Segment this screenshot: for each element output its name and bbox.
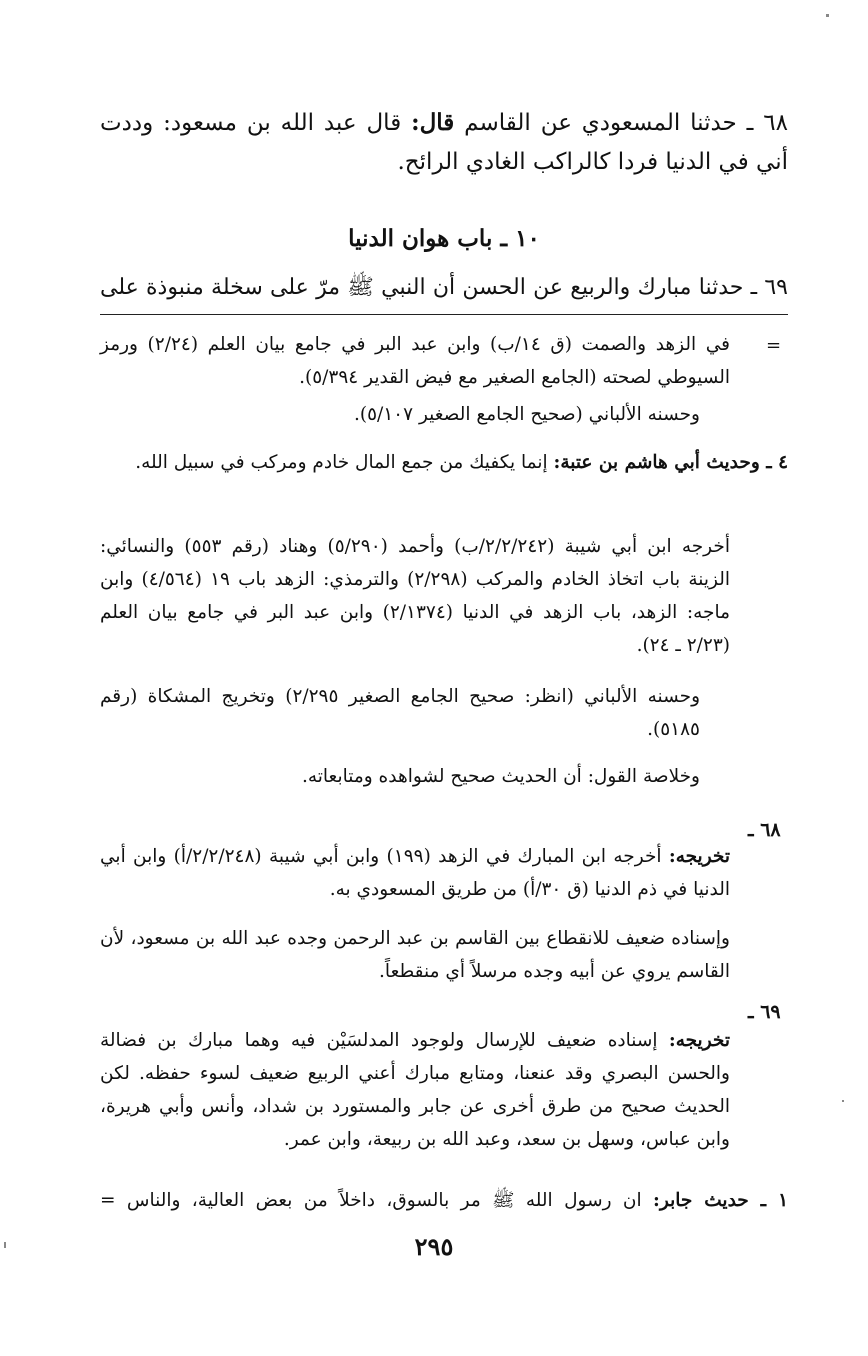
hadith-4 <box>100 446 788 479</box>
scan-mark <box>826 14 829 17</box>
hadith-68 <box>100 103 788 182</box>
footnote-paragraph: وحسنه الألباني (صحيح الجامع الصغير ٥/١٠٧). <box>353 404 700 425</box>
footnote-paragraph: وخلاصة القول: أن الحديث صحيح لشواهده ومتابعاته. <box>301 766 700 787</box>
scan-mark <box>4 1242 6 1248</box>
hadith-69 <box>100 268 788 307</box>
note-69-marker: ٦٩ ـ <box>748 1001 781 1023</box>
page-number: ٢٩٥ <box>414 1232 454 1261</box>
note-68-paragraph: وإسناده ضعيف للانقطاع بين القاسم بن عبد الرحمن وجده عبد الله بن مسعود، لأن القاسم يروي عن أبيه وجده مرسلاً أي منقطعاً. <box>100 928 730 982</box>
hadith-1 <box>100 1184 788 1217</box>
note-68-text: أخرجه ابن المبارك في الزهد (١٩٩) وابن أبي شيبة (٢/٢/٢٤٨/أ) وابن أبي الدنيا في ذم الدنيا (ق ٣٠/أ) من طريق المسعودي به. <box>100 846 730 900</box>
chapter-heading: ١٠ ـ باب هوان الدنيا <box>348 225 540 252</box>
note-68-lead: تخريجه: <box>668 846 730 867</box>
footnote-paragraph: وحسنه الألباني (انظر: صحيح الجامع الصغير ٢/٢٩٥) وتخريج المشكاة (رقم ٥١٨٥). <box>100 686 701 740</box>
hadith-68-text: قال عبد الله بن مسعود: وددت أني في الدنيا فردا كالراكب الغادي الرائح. <box>100 110 788 175</box>
note-69-text: إسناده ضعيف للإرسال ولوجود المدلسَيْن فيه وهما مبارك بن فضالة والحسن البصري وقد عنعنا، ومتابع مبارك أعني الربيع ضعيف لسوء حفظه. لكن الحديث صحيح من طرق أخرى عن جابر والمستورد بن شداد، وأنس وأبي هريرة، وابن عباس، وسهل بن سعد، وعبد الله بن ربيعة، وابن عمر. <box>100 1030 730 1150</box>
hadith-68-lead: ٦٨ ـ حدثنا المسعودي عن القاسم <box>454 110 788 136</box>
hadith-1-text: ان رسول الله ﷺ مر بالسوق، داخلاً من بعض العالية، والناس = <box>100 1190 654 1211</box>
note-69 <box>100 1024 730 1156</box>
footnote-paragraph: أخرجه ابن أبي شيبة (٢/٢/٢٤٢/ب) وأحمد (٥/٢٩٠) وهناد (رقم ٥٥٣) والنسائي: الزينة باب اتخاذ الخادم والمركب (٢/٢٩٨) والترمذي: الزهد باب ١٩ (٤/٥٦٤) وابن ماجه: الزهد، باب الزهد في الدنيا (٢/١٣٧٤) وابن عبد البر في جامع بيان العلم (٢/٢٣ ـ ٢٤). <box>100 536 730 656</box>
hadith-68-lead-bold: قال: <box>411 109 455 136</box>
footnote-paragraph: في الزهد والصمت (ق ١٤/ب) وابن عبد البر في جامع بيان العلم (٢/٢٤) ورمز السيوطي لصحته (الجامع الصغير مع فيض القدير ٥/٣٩٤). <box>100 334 730 388</box>
scan-mark <box>842 1100 844 1102</box>
hadith-1-lead: ١ ـ حديث جابر: <box>653 1190 788 1211</box>
note-68 <box>100 840 730 906</box>
hadith-4-text: إنما يكفيك من جمع المال خادم ومركب في سبيل الله. <box>135 452 554 473</box>
note-68-marker: ٦٨ ـ <box>748 819 781 841</box>
hadith-69-text: ٦٩ ـ حدثنا مبارك والربيع عن الحسن أن النبي ﷺ مرّ على سخلة منبوذة على <box>100 275 788 300</box>
note-69-lead: تخريجه: <box>668 1030 730 1051</box>
continuation-mark: = <box>766 335 782 356</box>
hadith-4-lead: ٤ ـ وحديث أبي هاشم بن عتبة: <box>553 452 788 473</box>
footnote-separator <box>100 314 788 315</box>
